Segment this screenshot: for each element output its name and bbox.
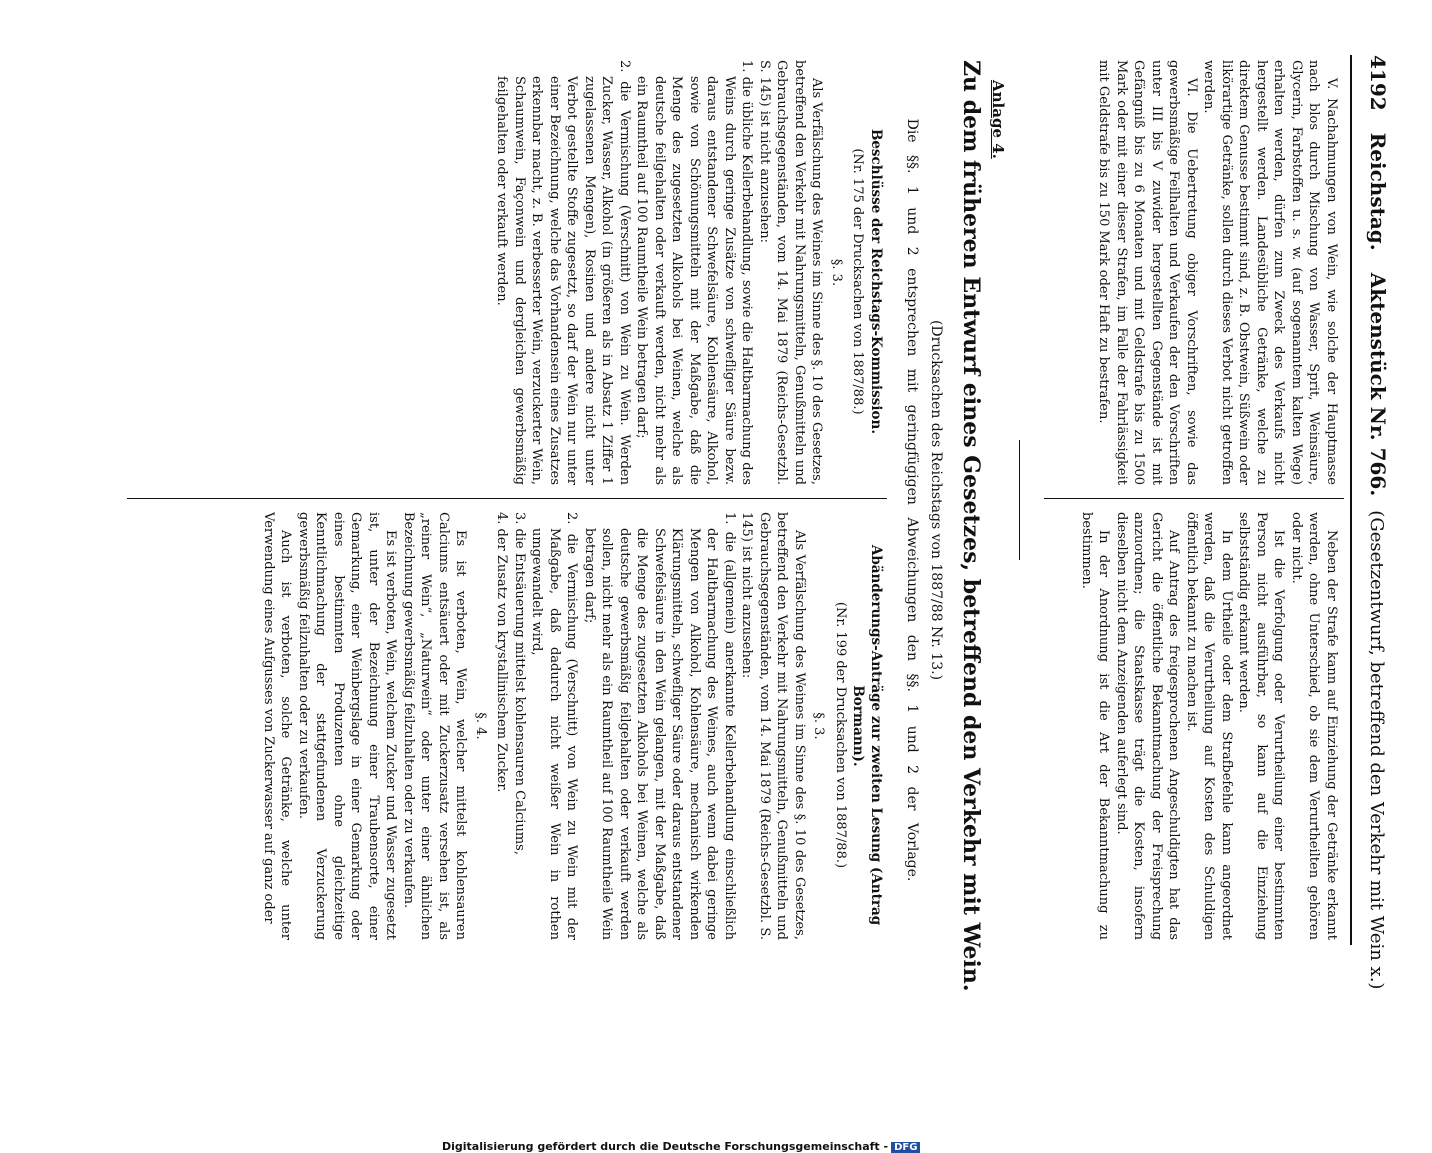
paragraph: Es ist verboten, Wein, welcher mittelst kohlensauren Calciums entsäuert oder mit Zuckerzusatz versehen ist, als „reiner Wein“, „Naturwein“ oder unter einer ähnlichen Bezeichnung gewerbsmäßig feilzuhalten oder zu verkaufen. (401, 512, 469, 940)
column-title: Abänderungs-Anträge zur zweiten Lesung (Antrag Bormann). (850, 544, 884, 926)
list-item: 4. der Zusatz von krystallinischem Zucker. (494, 512, 510, 793)
act-number: Aktenstück Nr. 766. (1366, 272, 1390, 497)
column-subtitle: (Nr. 199 der Drucksachen von 1887/88.) (833, 601, 848, 869)
paragraph: VI. Die Uebertretung obiger Vorschriften, sowie das gewerbsmäßige Feilhalten und Verkaufen der den Vorschriften unter III bis V zuwider hergestellten Gegenstände ist mit Gefängniß bis zu 6 Monaten und mit Geldstrafe bis zu 1500 Mark oder mit einer dieser Strafen, im Falle der Fahrlässigkeit mit Geldstrafe bis zu 150 Mark oder Haft zu bestrafen. (1096, 60, 1199, 485)
digitization-credit (442, 1140, 920, 1153)
paragraph: Es ist verboten, Wein, welchem Zucker und Wasser zugesetzt ist, unter der Bezeichnung einer Traubensorte, einer Gemarkung, einer Weinbergslage in einer Gemarkung oder eines bestimmten Produzenten ohne gleichzeitige Kenntlichmachung der stattgefundenen Verzuckerung gewerbsmäßig feilzuhalten oder zu verkaufen. (296, 512, 399, 940)
paragraph: V. Nachahmungen von Wein, wie solche der Hauptmasse nach blos durch Mischung von Wasser, Sprit, Weinsäure, Glycerin, Farbstoffen u. s. w. (auf sogenanntem kalten Wege) erhalten werden, dürfen zum Zweck des Verkaufs nicht hergestellt werden. Landesübliche Getränke, welche zu direktem Genusse bestimmt sind, z. B. Obstwein, Süßwein oder likörartige Getränke, sollen durch dieses Verbot nicht getroffen werden. (1201, 60, 1339, 485)
list-item: 1. die (allgemein) anerkannte Kellerbehandlung einschließlich der Haltbarmachung des Weines, auch wenn dabei geringe Mengen von Alkohol, Kohlensäure, mechanisch wirkenden Klärungsmitteln, schwefliger Säure oder daraus entstandener Schwefelsäure in den Wein gelangen, mit der Maßgabe, daß die Menge des zugesetzten Alkohols bei Weinen, welche als deutsche gewerbsmäßig feilgehalten oder verkauft werden sollen, nicht mehr als ein Raumtheil auf 100 Raumtheile Wein betragen darf; (582, 512, 737, 940)
appendix-heading: Zu dem früheren Entwurf eines Gesetzes, betreffend den Verkehr mit Wein. (958, 60, 984, 992)
paragraph: Neben der Strafe kann auf Einziehung der Getränke erkannt werden, ohne Unterschied, ob sie dem Verurtheilten gehören oder nicht. (1289, 512, 1339, 940)
paragraph: Als Verfälschung des Weines im Sinne des §. 10 des Gesetzes, betreffend den Verkehr mit Nahrungsmitteln, Genußmitteln und Gebrauchsgegenständen, vom 14. Mai 1879 (Reichs-Gesetzbl. S. 145) ist nicht anzusehen: (757, 60, 825, 485)
paragraph: In der Anordnung ist die Art der Bekanntmachung zu bestimmen. (1079, 512, 1112, 940)
top-right-column (1040, 512, 1340, 940)
paragraph: Als Verfälschung des Weines im Sinne des §. 10 des Gesetzes, betreffend den Verkehr mit Nahrungsmitteln, Genußmitteln und Gebrauchsgegenständen, vom 14. Mai 1879 (Reichs-Gesetzbl. S. 145) ist nicht anzusehen: (739, 512, 807, 940)
paragraph: Auch ist verboten, solche Getränke, welche unter Verwendung eines Aufgusses von Zuckerwasser auf ganz oder (261, 512, 294, 940)
top-left-column (1040, 60, 1340, 485)
header-title: (Gesetzentwurf, betreffend den Verkehr mit Wein x.) (1366, 510, 1387, 990)
list-item: 1. die übliche Kellerbehandlung, sowie die Haltbarmachung des Weins durch geringe Zusätze von schwefliger Säure bezw. daraus entstandener Schwefelsäure, Kohlensäure, Alkohol, sowie von Schönungsmitteln mit der Maßgabe, daß die Menge des zugesetzten Alkohols bei Weinen, welche als deutsche feilgehalten oder verkauft werden, nicht mehr als ein Raumtheil auf 100 Raumtheile Wein betragen darf; (634, 60, 755, 485)
appendix-source: (Drucksachen des Reichstags von 1887/88 Nr. 13.) (928, 319, 944, 681)
paragraph: Auf Antrag des freigesprochenen Angeschuldigten hat das Gericht die öffentliche Bekanntmachung der Freisprechung anzuordnen; die Staatskasse trägt die Kosten, insofern dieselben nicht dem Anzeigenden auferlegt sind. (1114, 512, 1182, 940)
appendix-label: Anlage 4. (989, 80, 1007, 159)
header-rule (1350, 55, 1352, 945)
paragraph: In dem Urtheile oder dem Strafbefehle kann angeordnet werden, daß die Verurtheilung auf Kosten des Schuldigen öffentlich bekannt zu machen ist. (1184, 512, 1234, 940)
amendment-column (84, 512, 884, 940)
commission-column (494, 60, 884, 485)
list-item: 2. die Vermischung (Verschnitt) von Wein zu Wein mit der Maßgabe, daß dadurch nicht weißer Wein in rothen umgewandelt wird, (529, 512, 580, 940)
appendix-note: Die §§. 1 und 2 entsprechen mit geringfügigen Abweichungen den §§. 1 und 2 der Vorlage. (904, 118, 920, 882)
section-heading: §. 4. (473, 712, 488, 740)
section-heading: §. 3. (811, 712, 827, 740)
list-item: 3. die Entsäuerung mittelst kohlensauren Calciums, (512, 512, 527, 855)
header-label: Reichstag. (1366, 132, 1390, 251)
paragraph: Ist die Verfolgung oder Verurtheilung einer bestimmten Person nicht ausführbar, so kann auf die Einziehung selbstständig erkannt werden. (1236, 512, 1287, 940)
page-number: 4192 (1366, 55, 1390, 111)
list-item: 2. die Vermischung (Verschnitt) von Wein zu Wein. Werden Zucker, Wasser, Alkohol (in größeren als in Absatz 1 Ziffer 1 zugelassenen Mengen), Rosinen und andere nicht unter Verbot gestellte Stoffe zugesetzt, so darf der Wein nur unter einer Bezeichnung, welche das Vorhandensein eines Zusatzes erkennbar macht, z. B. verbesserter Wein, verzuckerter Wein, Schaumwein, Façonwein und dergleichen gewerbsmäßig feilgehalten oder verkauft werden. (494, 60, 632, 485)
section-heading: §. 3. (829, 258, 844, 287)
page-header (1356, 55, 1390, 990)
credit-text: Digitalisierung gefördert durch die Deutsche Forschungsgemeinschaft - (442, 1140, 889, 1153)
section-rule (1019, 440, 1020, 560)
column-subtitle: (Nr. 175 der Drucksachen von 1887/88.) (850, 148, 866, 415)
top-column-divider (1044, 498, 1344, 499)
dfg-logo-icon: DFG (891, 1142, 920, 1153)
column-title: Beschlüsse der Reichstags-Kommission. (868, 128, 884, 435)
bottom-column-divider (127, 498, 887, 499)
